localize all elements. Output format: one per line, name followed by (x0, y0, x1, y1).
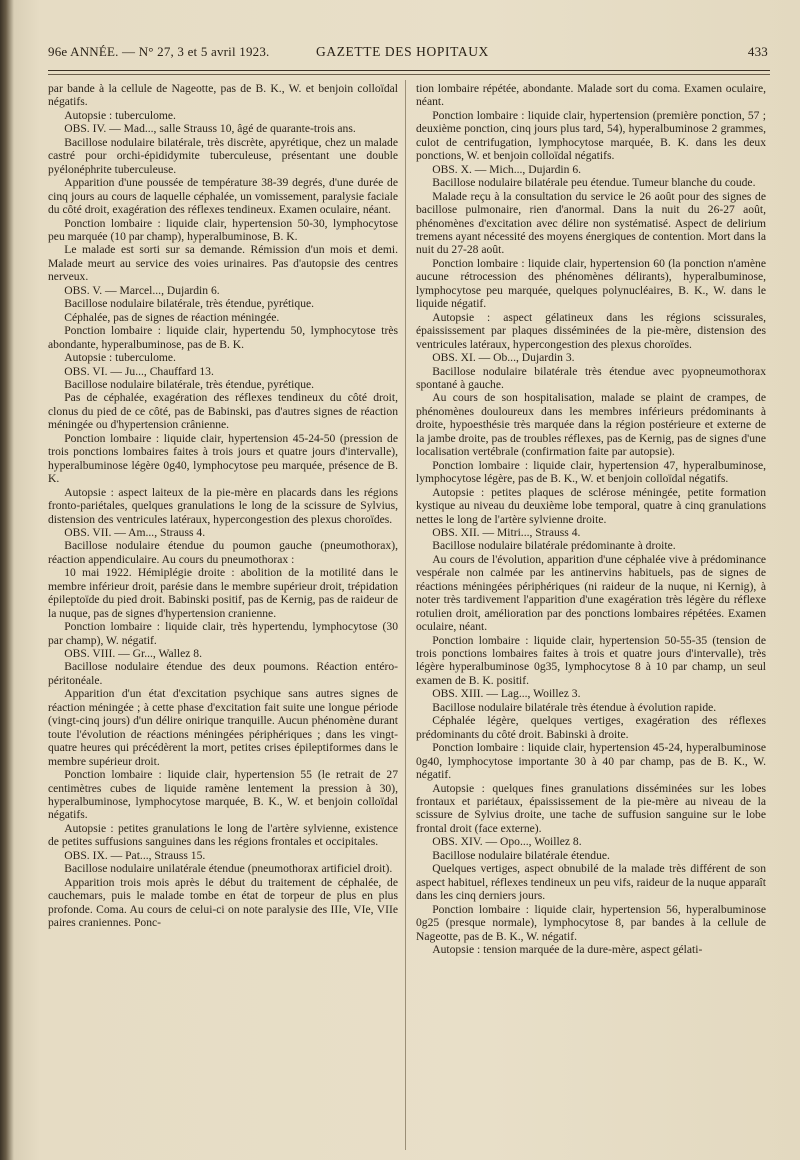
header-rule (48, 70, 770, 71)
paragraph: Bacillose nodulaire bilatérale, très discrète, apyrétique, chez un malade castré pour orchi-épididymite tuberculeuse, présentant une double pyélonéphrite tuberculeuse. (48, 135, 398, 176)
paragraph: Malade reçu à la consultation du service le 26 août pour des signes de bacillose pulmonaire, rien d'anormal. Dans la nuit du 26-27 août, phénomènes d'excitation avec délire non systématisé. Aspect de delirium tremens ayant nécessité des moyens énergiques de contention. Mort dans la nuit du 27-28 août. (416, 189, 766, 257)
paragraph: Bacillose nodulaire bilatérale, très étendue, pyrétique. (64, 377, 315, 391)
paragraph: Céphalée légère, quelques vertiges, exagération des réflexes prédominants du côté droit. Babinski à droite. (416, 714, 766, 741)
observation-heading: OBS. VII. — Am..., Strauss 4. (64, 525, 206, 539)
paragraph: Ponction lombaire : liquide clair, hypertension 55 (le retrait de 27 centimètres cubes de liquide ramène lentement la pression à 30), hyperalbuminose, lymphocytose marquée, B. K., W. et benjoin colloïdal négatifs. (48, 768, 398, 822)
paragraph: Le malade est sorti sur sa demande. Rémission d'un mois et demi. Malade meurt au service des voies urinaires. Pas d'autopsie des centres nerveux. (48, 243, 398, 284)
continued-paragraph: par bande à la cellule de Nageotte, pas de B. K., W. et benjoin colloïdal négatifs. (48, 82, 398, 109)
observation-heading: OBS. IV. — Mad..., salle Strauss 10, âgé de quarante-trois ans. (64, 122, 356, 136)
observation-heading: OBS. XIII. — Lag..., Woillez 3. (432, 687, 581, 701)
paragraph: Bacillose nodulaire unilatérale étendue (pneumothorax artificiel droit). (64, 862, 393, 876)
paragraph: Au cours de son hospitalisation, malade se plaint de crampes, de phénomènes douloureux dans les membres inférieurs prédominants à droite, hypoesthésie très marquée dans la région postérieure et externe de la jambe droite, pas de troubles réflexes, pas de Kernig, pas de signes d'une localisation vertébrale (confirmation faite par autopsie). (416, 391, 766, 459)
paragraph: Bacillose nodulaire bilatérale peu étendue. Tumeur blanche du coude. (432, 176, 756, 190)
paragraph: Bacillose nodulaire bilatérale très étendue avec pyopneumothorax spontané à gauche. (416, 364, 766, 391)
paragraph: Ponction lombaire : liquide clair, hypertension 47, hyperalbuminose, lymphocytose légère, pas de B. K., W. et benjoin colloïdal négatifs. (416, 458, 766, 486)
right-column (416, 82, 766, 956)
paragraph: Ponction lombaire : liquide clair, hypertendu 50, lymphocytose très abondante, hyperalbuminose, pas de B. K. (48, 324, 398, 351)
observation-heading: OBS. X. — Mich..., Dujardin 6. (432, 162, 582, 176)
observation-heading: OBS. IX. — Pat..., Strauss 15. (64, 848, 206, 862)
paragraph: Ponction lombaire : liquide clair, hypertension 56, hyperalbuminose 0g25 (presque normale), lymphocytose 8, par bandes à la cellule de Nageotte, pas de B. K., W. négatif. (416, 902, 766, 943)
paragraph: Autopsie : quelques fines granulations disséminées sur les lobes frontaux et pariétaux, épaississement de la pie-mère au niveau de la scissure de Sylvius droite, une tache de suffusion sanguine sur le lobe frontal droit (face externe). (416, 781, 766, 835)
paragraph: Apparition trois mois après le début du traitement de céphalée, de cauchemars, puis le malade tombe en état de torpeur de plus en plus profonde. Coma. Au cours de celui-ci on note paralysie des IIIe, VIe, VIIe paires craniennes. Ponc- (48, 875, 398, 930)
paragraph: Ponction lombaire : liquide clair, hypertension 50-30, lymphocytose peu marquée (10 par champ), hyperalbuminose, B. K. (48, 216, 398, 243)
paragraph: Quelques vertiges, aspect obnubilé de la malade très différent de son aspect habituel, réflexes tendineux un peu vifs, raideur de la nuque apparaît dans les cinq derniers jours. (416, 862, 766, 903)
paragraph: Céphalée, pas de signes de réaction méningée. (64, 310, 280, 324)
paragraph: Bacillose nodulaire bilatérale étendue. (432, 848, 610, 862)
column-divider (405, 80, 406, 1150)
continued-paragraph: tion lombaire répétée, abondante. Malade sort du coma. Examen oculaire, néant. (416, 82, 766, 109)
paragraph: Bacillose nodulaire étendue du poumon gauche (pneumothorax), réaction appendiculaire. Au cours du pneumothorax : (48, 539, 398, 566)
paragraph: Bacillose nodulaire bilatérale très étendue à évolution rapide. (432, 700, 717, 714)
paragraph: Bacillose nodulaire bilatérale prédominante à droite. (432, 539, 676, 553)
paragraph: Bacillose nodulaire étendue des deux poumons. Réaction entéro-péritonéale. (48, 660, 398, 687)
paragraph: Ponction lombaire : liquide clair, hypertension (première ponction, 57 ; deuxième ponction, cinq jours plus tard, 54), hyperalbuminose 2 grammes, culot de centrifugation, lymphocytose marquée, B. K. dans les deux ponctions, W. et benjoin colloïdal négatifs. (416, 108, 766, 163)
observation-heading: OBS. XI. — Ob..., Dujardin 3. (432, 351, 575, 365)
left-column (48, 82, 398, 930)
observation-heading: OBS. VIII. — Gr..., Wallez 8. (64, 647, 202, 661)
issue-info: 96e ANNÉE. — N° 27, 3 et 5 avril 1923. (48, 44, 270, 59)
paragraph: Pas de céphalée, exagération des réflexes tendineux du côté droit, clonus du pied de ce côté, pas de Babinski, pas d'autres signes de réaction méningée ou d'hypertension crânienne. (48, 391, 398, 432)
paragraph: Autopsie : aspect laiteux de la pie-mère en placards dans les régions fronto-pariétales, quelques granulations le long de la scissure de Sylvius, distension des ventricules latéraux, hypercongestion des plexus choroïdes. (48, 485, 398, 526)
paragraph: Au cours de l'évolution, apparition d'une céphalée vive à prédominance vespérale non calmée par les antinervins habituels, pas de signes de réactions méningées périphériques (ni raideur de la nuque, ni Kernig), à noter très tardivement l'apparition d'une exagération très légère du réflexe rotulien droit, amélioration par des ponctions lombaires répétées. Examen oculaire, néant. (416, 552, 766, 634)
paragraph: Apparition d'un état d'excitation psychique sans autres signes de réaction méningée ; à cette phase d'excitation fait suite une longue période (vingt-cinq jours) d'un délire onirique tranquille. Aucun phénomène durant toute l'évolution de réactions méningées périphériques ; dans les vingt-quatre heures qui précédèrent la mort, petites crises épileptiformes dans le membre supérieur droit. (48, 687, 398, 768)
paragraph: Ponction lombaire : liquide clair, très hypertendu, lymphocytose (30 par champ), W. négatif. (48, 620, 398, 647)
paragraph: 10 mai 1922. Hémiplégie droite : abolition de la motilité dans le membre inférieur droit, parésie dans le membre supérieur droit, trépidation épileptoïde du pied droit. Babinski positif, pas de Kernig, pas de raideur de la nuque, pas de signes d'hypertension cranienne. (48, 566, 398, 620)
observation-heading: OBS. XII. — Mitri..., Strauss 4. (432, 525, 581, 539)
paragraph: Autopsie : petites plaques de sclérose méningée, petite formation kystique au niveau du deuxième lobe temporal, quatre à cinq granulations nettes le long de l'artère sylvienne droite. (416, 485, 766, 526)
paragraph: Autopsie : tension marquée de la dure-mère, aspect gélati- (432, 943, 703, 956)
observation-heading: OBS. XIV. — Opo..., Woillez 8. (432, 835, 582, 849)
journal-title: GAZETTE DES HOPITAUX (316, 44, 489, 59)
paragraph: Ponction lombaire : liquide clair, hypertension 50-55-35 (tension de trois ponctions lombaires faites à trois et quatre jours d'intervalle), très légère hyperalbuminose 0g35, lymphocytose 8 à 10 par champ, un seul examen de B. K. positif. (416, 633, 766, 687)
observation-heading: OBS. VI. — Ju..., Chauffard 13. (64, 364, 214, 378)
paragraph: Ponction lombaire : liquide clair, hypertension 45-24-50 (pression de trois ponctions lombaires faites à trois jours et quatre jours d'intervalle), hyperalbuminose légère 0g40, lymphocytose peu marquée, présence de B. K. (48, 431, 398, 486)
paragraph: Apparition d'une poussée de température 38-39 degrés, d'une durée de cinq jours au cours de laquelle céphalée, un vomissement, paralysie faciale du côté droit, exagération des réflexes tendineux. Examen oculaire, néant. (48, 176, 398, 217)
paragraph: Ponction lombaire : liquide clair, hypertension 45-24, hyperalbuminose 0g40, lymphocytose importante 30 à 40 par champ, pas de B. K., W. négatif. (416, 741, 766, 782)
paragraph: Autopsie : petites granulations le long de l'artère sylvienne, existence de petites suffusions sanguines dans les régions frontales et occipitales. (48, 821, 398, 849)
page-header (48, 44, 768, 66)
paragraph: Autopsie : tuberculome. (64, 351, 176, 365)
paragraph: Bacillose nodulaire bilatérale, très étendue, pyrétique. (64, 297, 315, 311)
paragraph: Autopsie : tuberculome. (64, 108, 176, 122)
page-number: 433 (747, 44, 768, 59)
header-rule-thin (48, 74, 770, 75)
paragraph: Ponction lombaire : liquide clair, hypertension 60 (la ponction n'amène aucune rétrocession des phénomènes délirants), hyperalbuminose, lymphocytose peu marquée, quelques polynucléaires, B. K., W. dans le liquide négatif. (416, 256, 766, 311)
paragraph: Autopsie : aspect gélatineux dans les régions scissurales, épaississement par plaques disséminées de la pie-mère, distension des ventricules latéraux, hypercongestion des plexus choroïdes. (416, 310, 766, 351)
observation-heading: OBS. V. — Marcel..., Dujardin 6. (64, 283, 220, 297)
